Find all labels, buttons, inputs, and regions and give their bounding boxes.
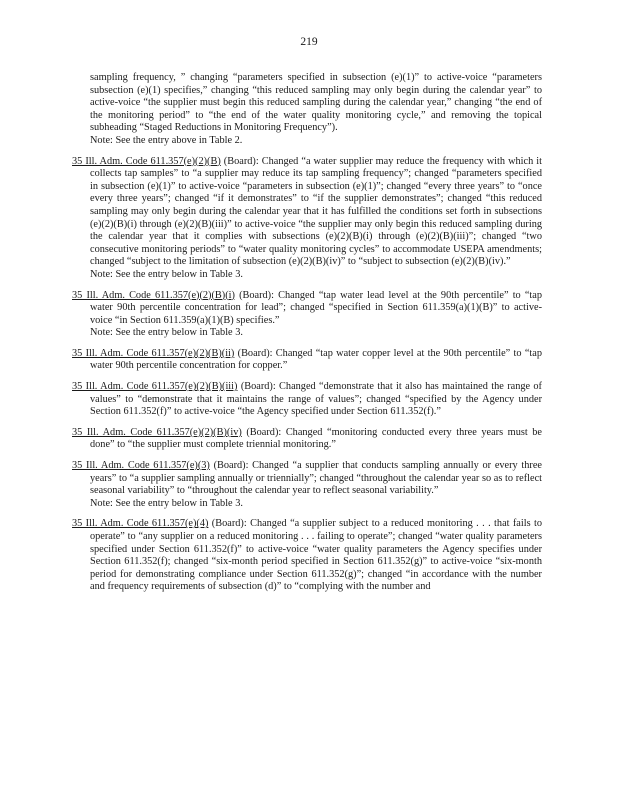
continuation-note: Note: See the entry above in Table 2. [90,134,243,146]
entry-text: (Board): Changed “demonstrate that it also has maintained the range of values” to “demonstrate that it maintains the range of values”; changed “specified by the Agency under Section 611.352(f)” to active-voice “the Agency specified under Section 611.352(f).” [90,381,542,418]
entry-text: (Board): Changed “a water supplier may reduce the frequency with which it collects tap samples” to “a supplier may reduce its tap sampling frequency”; changed “parameters specified in subsection (e)(1)” to active-voice “parameters in subsection (e)(1)”; changed “every three years” to “once every three years”; changed “if it demonstrates” to “if the supplier demonstrates”; changed “this reduced sampling may only begin during the calendar year that it has fulfilled the conditions set forth in subsections (e)(2)(B)(i) through (e)(2)(B)(iii)” to active-voice “the supplier may only begin this reduced sampling during the calendar year that it complies with subsections (e)(2)(B)(i) through (e)(2)(B)(iii)”; changed “two consecutive monitoring periods” to “water quality monitoring cycles” to accommodate USEPA amendments; changed “subject to the limitation of subsection (e)(2)(B)(iv)” to “subject to subsection (e)(2)(B)(iv).” [90,155,542,268]
entry-611-357-e-2-B-i [72,290,542,340]
entry-611-357-e-3 [72,460,542,510]
entry-text: (Board): Changed “a supplier that conducts sampling annually or every three years” to “a supplier sampling annually or triennially”; changed “throughout the calendar year so as to reflect seasonal variability” to “throughout the calendar year to reflect seasonal variability.” [90,460,543,497]
entry-611-357-e-2-B [72,156,542,282]
entry-note: Note: See the entry below in Table 3. [90,327,243,339]
entry-citation: 35 Ill. Adm. Code 611.357(e)(2)(B)(iv) [72,426,242,438]
entry-611-357-e-4 [72,518,542,594]
document-body [72,72,542,602]
entry-citation: 35 Ill. Adm. Code 611.357(e)(2)(B)(iii) [72,381,238,393]
entry-note: Note: See the entry below in Table 3. [90,268,243,280]
entry-citation: 35 Ill. Adm. Code 611.357(e)(2)(B) [72,155,221,167]
entry-611-357-e-2-B-ii [72,348,542,373]
entry-citation: 35 Ill. Adm. Code 611.357(e)(3) [72,460,210,472]
entry-citation: 35 Ill. Adm. Code 611.357(e)(2)(B)(ii) [72,347,235,359]
entry-citation: 35 Ill. Adm. Code 611.357(e)(4) [72,518,209,530]
page-number: 219 [300,36,318,48]
entry-611-357-e-2-B-iii [72,381,542,419]
entry-text: (Board): Changed “monitoring conducted every three years must be done” to “the supplier must complete triennial monitoring.” [90,426,543,451]
entry-611-357-e-2-B-iv [72,427,542,452]
entry-citation: 35 Ill. Adm. Code 611.357(e)(2)(B)(i) [72,289,235,301]
entry-text: (Board): Changed “a supplier subject to a reduced monitoring . . . that fails to operate” to “any supplier on a reduced monitoring . . . failing to operate”; changed “water quality parameters specified under Section 611.352(f)” to active-voice “water quality parameters the Agency specifies under Section 611.352(f); changed “six-month period specified in Section 611.352(g)” to active-voice “six-month period for demonstrating compliance under Section 611.352(g)”; changed “in accordance with the number and frequency requirements of subsection (d)” to “complying with the number and [90,518,543,593]
continuation-paragraph [72,72,542,148]
entry-note: Note: See the entry below in Table 3. [90,497,243,509]
entry-text: (Board): Changed “tap water copper level at the 90th percentile” to “tap water 90th percentile concentration for copper.” [90,347,542,372]
continuation-text: sampling frequency, ” changing “parameters specified in subsection (e)(1)” to active-voice “parameters subsection (e)(1) specifies,” changing “this reduced sampling may only begin during the calendar year” to active-voice “the supplier must begin this reduced sampling during the calendar year,” changing “the end of the monitoring period” to “the end of the water quality monitoring cycle,” and removing the topical subheading “Staged Reductions in Monitoring Frequency”). [90,72,542,134]
entry-text: (Board): Changed “tap water lead level at the 90th percentile” to “tap water 90th percentile concentration for lead”; changed “specified in Section 611.359(a)(1)(B)” to active-voice “in Section 611.359(a)(1)(B) specifies.” [90,289,542,326]
